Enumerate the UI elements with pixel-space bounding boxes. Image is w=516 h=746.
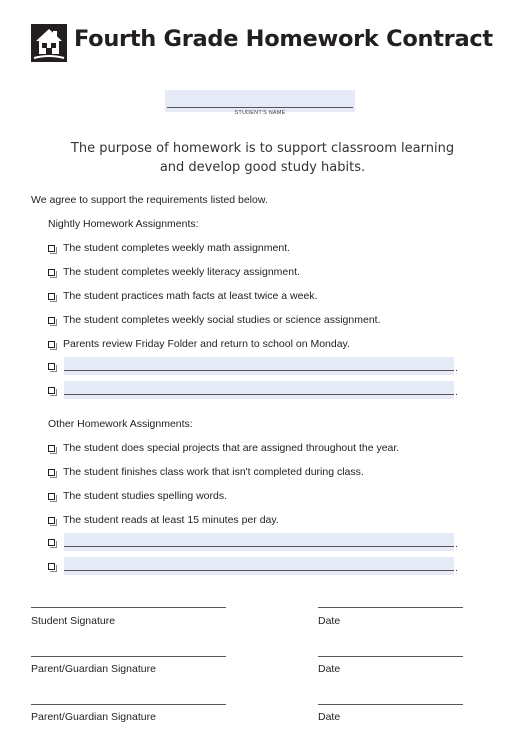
other-blank-item (48, 557, 460, 575)
signature-label: Parent/Guardian Signature (31, 663, 156, 675)
checkbox-icon[interactable] (48, 363, 55, 370)
nightly-heading: Nightly Homework Assignments: (48, 218, 199, 230)
nightly-item-label: Parents review Friday Folder and return to school on Monday. (63, 338, 350, 350)
checkbox-icon[interactable] (48, 387, 55, 394)
period-mark: . (455, 539, 458, 550)
other-item[interactable] (48, 513, 279, 527)
checkbox-icon[interactable] (48, 293, 55, 300)
blank-underline (64, 570, 454, 571)
purpose-statement (60, 139, 465, 177)
checkbox-icon[interactable] (48, 245, 55, 252)
parent-date-line[interactable] (318, 656, 463, 657)
other-item-label: The student finishes class work that isn't completed during class. (63, 466, 364, 478)
nightly-blank-item (48, 357, 460, 375)
agreement-text: We agree to support the requirements listed below. (31, 194, 268, 206)
date-label: Date (318, 711, 341, 723)
nightly-item-label: The student completes weekly social studies or science assignment. (63, 314, 381, 326)
other-heading: Other Homework Assignments: (48, 418, 193, 430)
student-date-line[interactable] (318, 607, 463, 608)
blank-underline (64, 546, 454, 547)
nightly-item-label: The student practices math facts at least twice a week. (63, 290, 318, 302)
checkbox-icon[interactable] (48, 469, 55, 476)
checkbox-icon[interactable] (48, 493, 55, 500)
other-item[interactable] (48, 465, 364, 479)
blank-underline (64, 394, 454, 395)
other-item-label: The student reads at least 15 minutes per day. (63, 514, 279, 526)
student-name-caption: STUDENT'S NAME (234, 110, 286, 116)
nightly-item[interactable] (48, 337, 350, 351)
signature-label: Parent/Guardian Signature (31, 711, 156, 723)
student-name-line (167, 107, 353, 108)
nightly-item[interactable] (48, 265, 300, 279)
nightly-item[interactable] (48, 241, 290, 255)
period-mark: . (455, 363, 458, 374)
period-mark: . (455, 563, 458, 574)
purpose-line-2: and develop good study habits. (159, 160, 366, 175)
checkbox-icon[interactable] (48, 445, 55, 452)
checkbox-icon[interactable] (48, 517, 55, 524)
checkbox-icon[interactable] (48, 539, 55, 546)
schoolhouse-logo-icon (31, 24, 67, 62)
other-item-label: The student studies spelling words. (63, 490, 228, 502)
nightly-item-label: The student completes weekly math assignment. (63, 242, 291, 254)
checkbox-icon[interactable] (48, 341, 55, 348)
student-name-field[interactable] (165, 90, 355, 112)
blank-underline (64, 370, 454, 371)
other-item[interactable] (48, 489, 227, 503)
nightly-item[interactable] (48, 313, 381, 327)
checkbox-icon[interactable] (48, 563, 55, 570)
nightly-blank-field[interactable] (64, 381, 454, 399)
other-blank-item (48, 533, 460, 551)
parent-date-line[interactable] (318, 704, 463, 705)
date-label: Date (318, 663, 341, 675)
period-mark: . (455, 387, 458, 398)
other-blank-field[interactable] (64, 557, 454, 575)
purpose-line-1: The purpose of homework is to support classroom learning (70, 141, 455, 156)
date-label: Date (318, 615, 341, 627)
other-item-label: The student does special projects that are assigned throughout the year. (63, 442, 400, 454)
nightly-blank-item (48, 381, 460, 399)
checkbox-icon[interactable] (48, 317, 55, 324)
nightly-blank-field[interactable] (64, 357, 454, 375)
other-blank-field[interactable] (64, 533, 454, 551)
signature-label: Student Signature (31, 615, 116, 627)
other-item[interactable] (48, 441, 399, 455)
page-title: Fourth Grade Homework Contract (74, 26, 493, 52)
parent-signature-line[interactable] (31, 704, 226, 705)
student-signature-line[interactable] (31, 607, 226, 608)
nightly-item[interactable] (48, 289, 317, 303)
parent-signature-line[interactable] (31, 656, 226, 657)
nightly-item-label: The student completes weekly literacy assignment. (63, 266, 300, 278)
checkbox-icon[interactable] (48, 269, 55, 276)
